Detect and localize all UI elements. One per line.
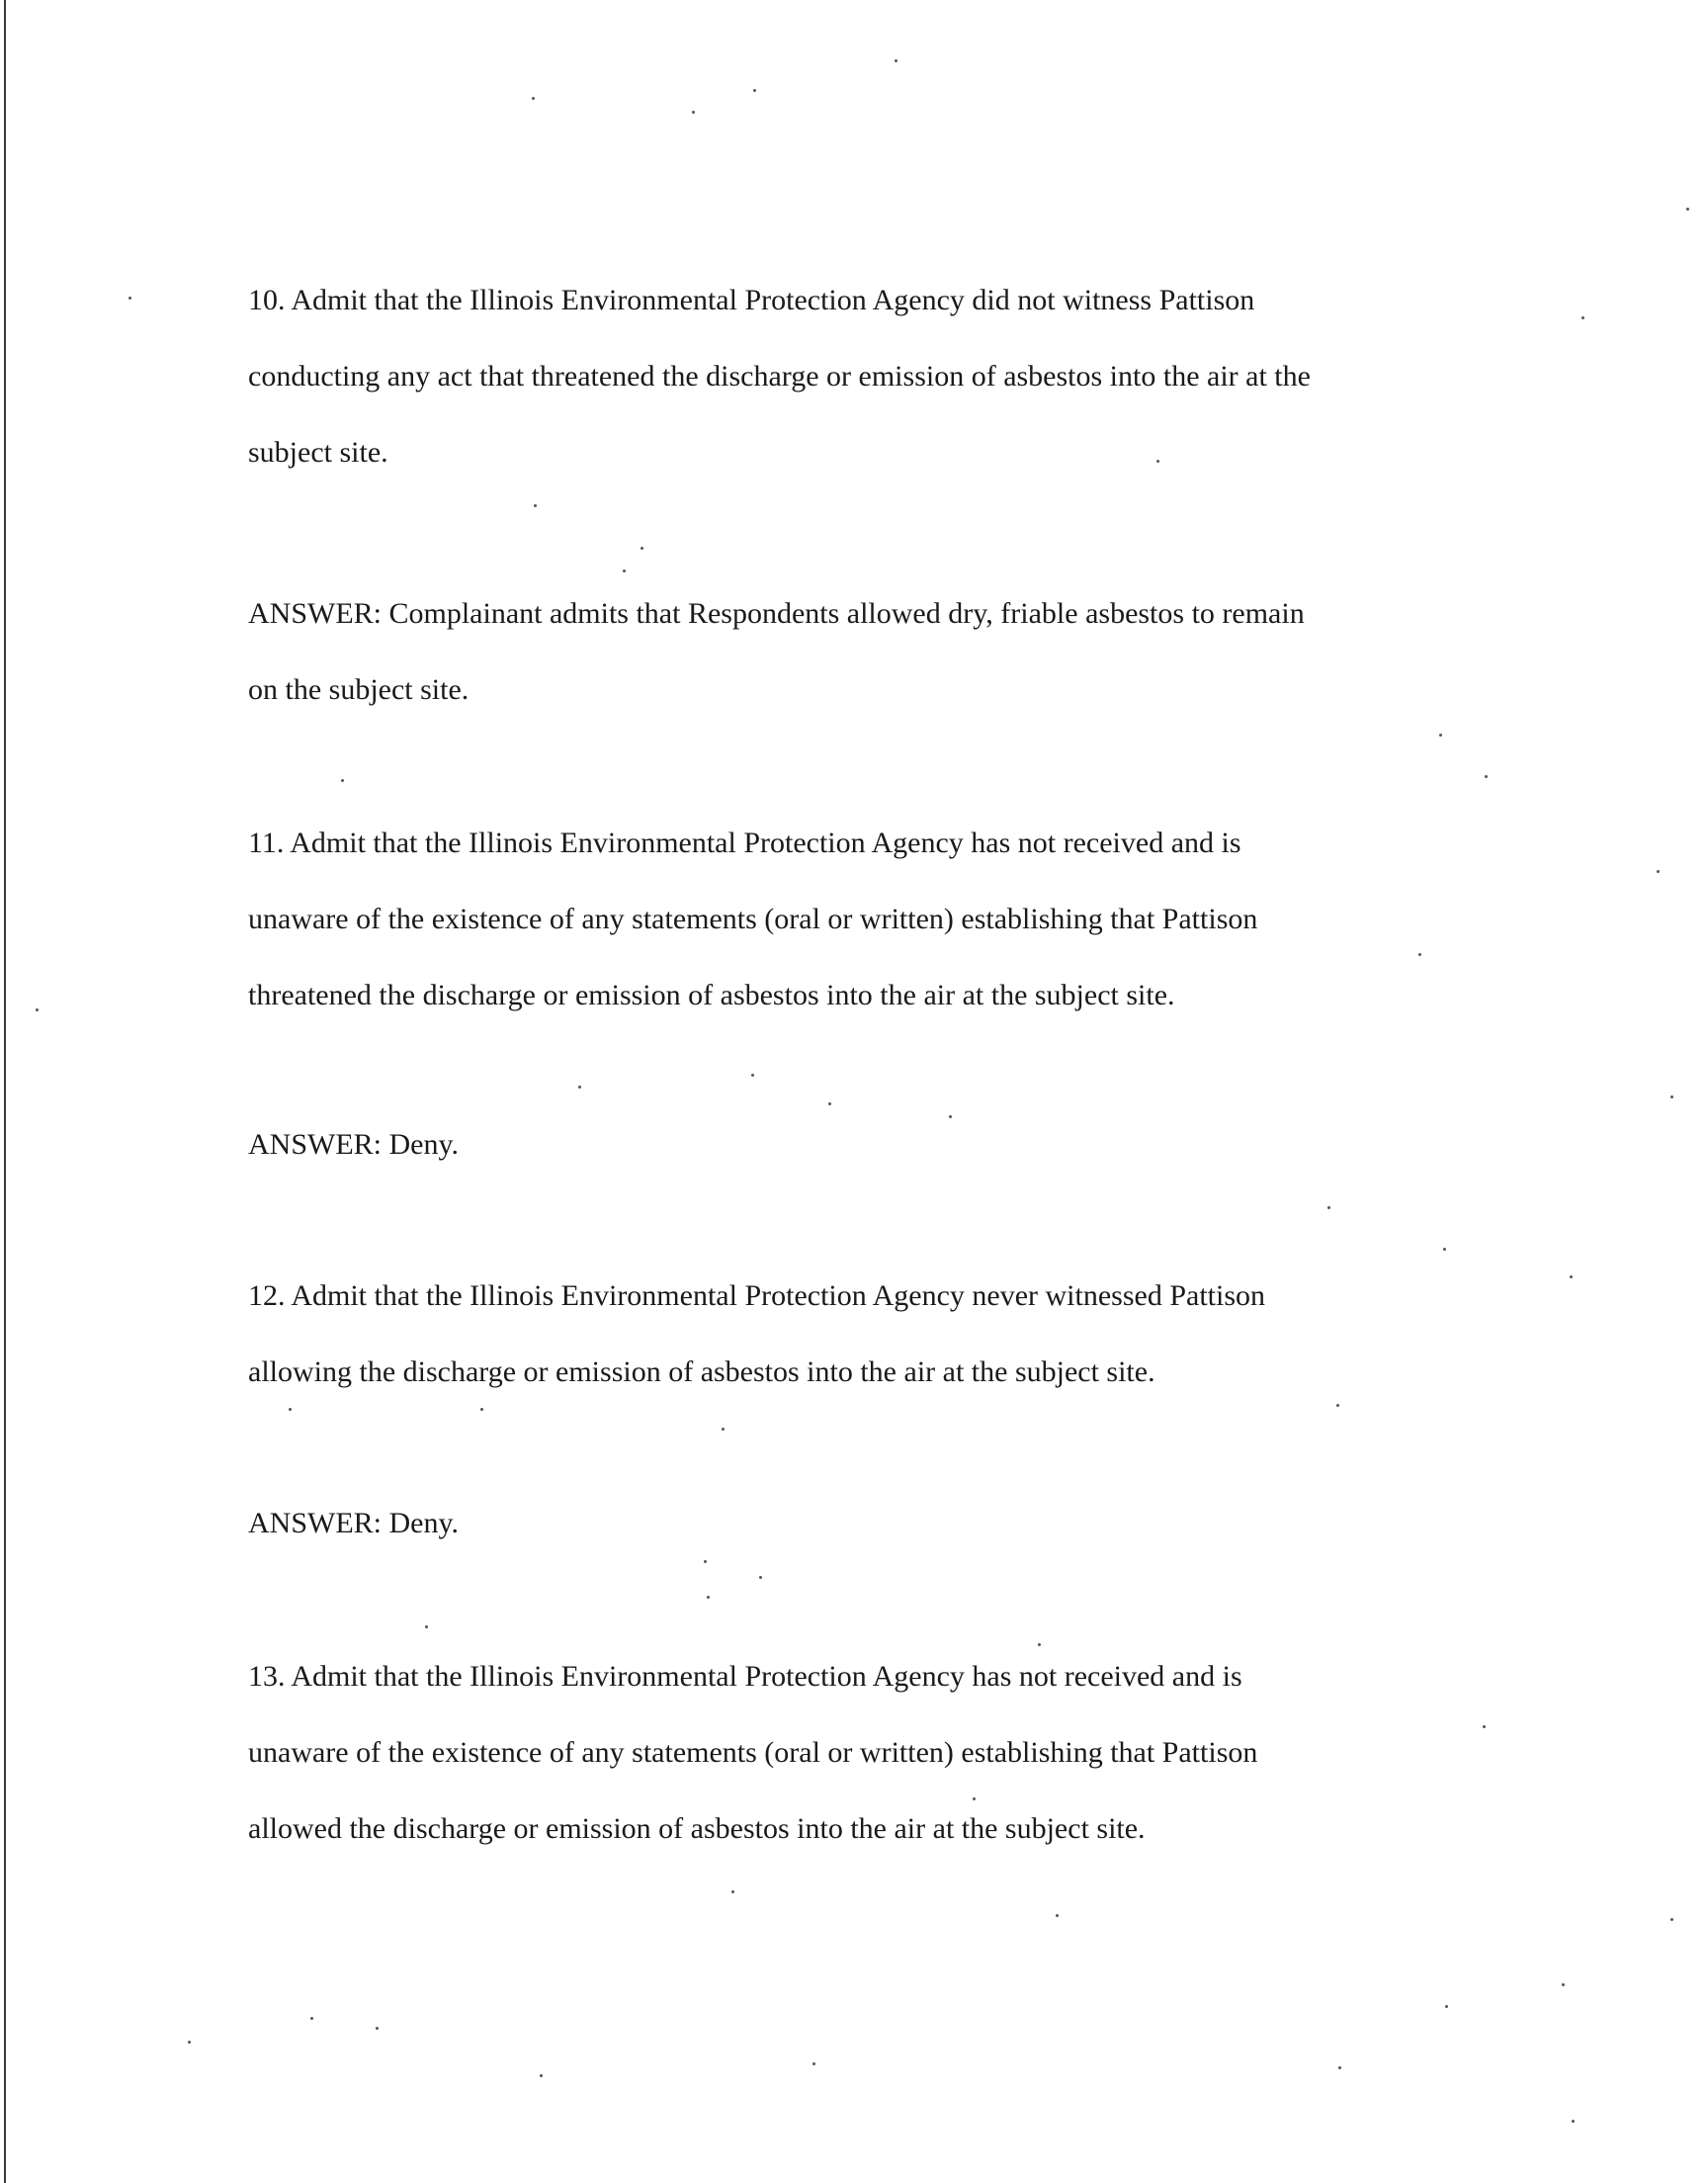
request-13: [248, 1638, 1474, 1867]
request-12-line-1: 12. Admit that the Illinois Environmental Protection Agency never witnessed Pattison: [248, 1279, 1266, 1312]
scan-speck: [128, 297, 131, 300]
scan-speck: [753, 89, 756, 92]
scan-speck: [1327, 1206, 1330, 1209]
scan-speck: [310, 2017, 313, 2020]
scan-speck: [722, 1428, 725, 1431]
scan-speck: [731, 1890, 734, 1893]
scan-speck: [534, 504, 537, 507]
request-13-line-1: 13. Admit that the Illinois Environmental Protection Agency has not received and is: [248, 1660, 1242, 1693]
scan-speck: [1056, 1914, 1059, 1917]
request-10-line-1: 10. Admit that the Illinois Environmental Protection Agency did not witness Pattison: [248, 284, 1255, 316]
request-13-line-2: unaware of the existence of any statements (oral or written) establishing that Pattison: [248, 1736, 1258, 1769]
scan-speck: [1439, 734, 1442, 737]
scan-speck: [704, 1560, 707, 1563]
request-11: [248, 805, 1474, 1033]
scan-speck: [623, 569, 626, 572]
answer-12-line-1: ANSWER: Deny.: [248, 1507, 460, 1539]
answer-10-line-2: on the subject site.: [248, 673, 470, 706]
scan-speck: [1445, 2005, 1448, 2008]
scan-speck: [341, 779, 344, 782]
scan-speck: [1670, 1095, 1673, 1098]
request-13-line-3: allowed the discharge or emission of asbestos into the air at the subject site.: [248, 1812, 1146, 1845]
scan-speck: [480, 1408, 483, 1411]
scan-speck: [828, 1102, 831, 1105]
scan-speck: [751, 1074, 754, 1077]
scan-speck: [289, 1408, 292, 1411]
scan-speck: [188, 2041, 191, 2044]
scan-speck: [1570, 1275, 1573, 1278]
scan-speck: [640, 547, 643, 550]
scan-speck: [812, 2062, 815, 2065]
scan-speck: [707, 1596, 710, 1599]
scan-speck: [36, 1008, 39, 1011]
scan-speck: [1443, 1248, 1446, 1251]
scan-speck: [1485, 775, 1488, 778]
scan-speck: [1338, 2066, 1341, 2069]
scan-speck: [1657, 870, 1660, 873]
scan-speck: [1670, 1918, 1673, 1921]
scan-speck: [1038, 1643, 1041, 1646]
answer-12: [248, 1485, 1474, 1561]
scan-speck: [425, 1625, 428, 1628]
page-edge-line: [4, 0, 6, 2183]
request-10-line-2: conducting any act that threatened the discharge or emission of asbestos into the air at the: [248, 360, 1311, 393]
request-11-line-3: threatened the discharge or emission of asbestos into the air at the subject site.: [248, 979, 1175, 1011]
scan-speck: [578, 1086, 581, 1089]
scan-speck: [1572, 2120, 1575, 2123]
scan-speck: [1562, 1983, 1565, 1986]
request-12-line-2: allowing the discharge or emission of asbestos into the air at the subject site.: [248, 1355, 1155, 1388]
scan-speck: [973, 1797, 976, 1800]
scan-speck: [1686, 208, 1689, 211]
answer-11: [248, 1106, 1474, 1182]
scan-speck: [1483, 1725, 1486, 1728]
scan-speck: [692, 111, 695, 114]
answer-11-line-1: ANSWER: Deny.: [248, 1128, 460, 1161]
scan-speck: [895, 59, 897, 62]
scan-speck: [759, 1576, 762, 1579]
request-10: [248, 262, 1474, 490]
scan-speck: [949, 1115, 952, 1118]
scan-speck: [1581, 316, 1584, 319]
scan-speck: [540, 2074, 543, 2077]
scan-speck: [1336, 1404, 1339, 1407]
scan-speck: [1156, 460, 1159, 463]
scan-speck: [532, 97, 535, 100]
request-11-line-2: unaware of the existence of any statements (oral or written) establishing that Pattison: [248, 903, 1258, 935]
scan-speck: [376, 2027, 379, 2030]
request-10-line-3: subject site.: [248, 436, 388, 469]
request-12: [248, 1258, 1474, 1410]
scan-speck: [1418, 953, 1421, 956]
answer-10: [248, 575, 1474, 728]
request-11-line-1: 11. Admit that the Illinois Environmental Protection Agency has not received and is: [248, 827, 1241, 859]
answer-10-line-1: ANSWER: Complainant admits that Respondents allowed dry, friable asbestos to remain: [248, 597, 1305, 630]
